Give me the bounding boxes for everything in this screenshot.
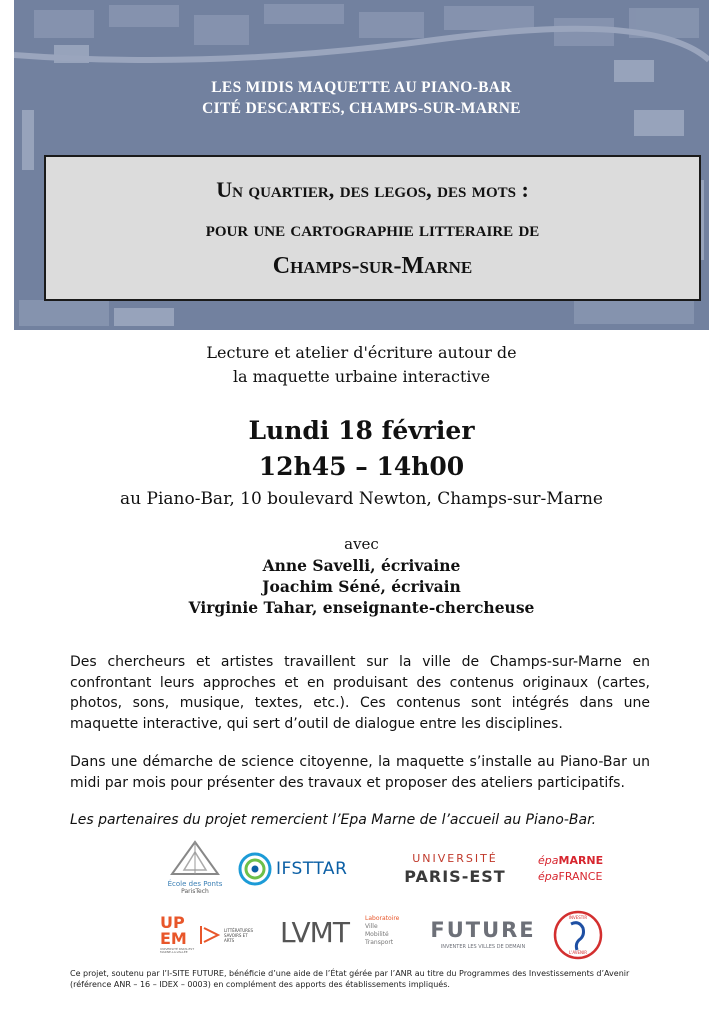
avenir-bottom-text: L'AVENIR (568, 950, 588, 955)
upe-line2: PARIS-EST (404, 867, 506, 886)
footnote-line2: (référence ANR – 16 – IDEX – 0003) en complément des apports des établissements impliqués. (70, 980, 450, 989)
ifsttar-swirl-icon (236, 850, 276, 888)
event-time: 12h45 – 14h00 (258, 452, 465, 481)
subtitle-line2: la maquette urbaine interactive (232, 367, 491, 386)
ponts-subname: ParisTech (181, 888, 209, 895)
upem-arrow-icon (200, 925, 222, 945)
future-text: FUTURE (430, 918, 536, 942)
ifsttar-text: IFSTTAR (276, 859, 348, 879)
lvmt-side-3: Mobilité (365, 931, 389, 938)
main-title-line2: pour une cartographie litteraire de (205, 217, 540, 241)
guest-1: Anne Savelli, écrivaine (262, 556, 461, 575)
upem-em: EM (160, 929, 187, 948)
lvmt-side-2: Ville (365, 923, 378, 930)
lvmt-logo (280, 915, 410, 955)
description-paragraph-2: Dans une démarche de science citoyenne, la maquette s’installe au Piano-Bar un midi par mois pour présenter des travaux et proposer des ateliers participatifs. (70, 754, 650, 791)
funding-footnote (70, 968, 660, 990)
universite-paris-est-logo (385, 852, 525, 888)
guest-2: Joachim Séné, écrivain (262, 577, 461, 596)
description-paragraph-1: Des chercheurs et artistes travaillent sur la ville de Champs-sur-Marne en confrontant leurs approches et en produisant des contenus originaux (cartes, photos, sons, musique, textes, etc.). Ces contenus sont intégrés dans une maquette interactive, qui sert d’outil de dialogue entre les disciplines. (70, 654, 650, 732)
guests-intro: avec (344, 535, 379, 553)
footnote-line1: Ce projet, soutenu par l’I-SITE FUTURE, bénéficie d’une aide de l’État gérée par l’ANR au titre du Programmes des Investissements d’Avenir (70, 969, 630, 978)
avenir-top-text: INVESTIR (568, 915, 588, 920)
event-series-location: CITÉ DESCARTES, CHAMPS-SUR-MARNE (202, 100, 521, 117)
lvmt-side-4: Transport (365, 939, 394, 946)
epa-marne-text: MARNE (558, 854, 604, 867)
ponts-name: École des Ponts (167, 880, 223, 888)
event-series-title: LES MIDIS MAQUETTE AU PIANO-BAR (211, 79, 512, 96)
ifsttar-logo (236, 850, 361, 888)
investir-avenir-logo (553, 910, 603, 960)
event-address: au Piano-Bar, 10 boulevard Newton, Champs-sur-Marne (120, 489, 603, 509)
epa-prefix-1: épa (538, 854, 559, 867)
guest-3: Virginie Tahar, enseignante-chercheuse (188, 598, 535, 617)
event-date: Lundi 18 février (248, 416, 475, 445)
ponts-triangle-icon (160, 840, 230, 876)
future-logo (428, 918, 538, 958)
upem-side-2: SAVOIRS ET (224, 933, 248, 938)
upem-side-1: LITTÉRATURES (224, 928, 254, 933)
subtitle-line1: Lecture et atelier d'écriture autour de (206, 343, 517, 362)
title-box (44, 155, 701, 301)
lvmt-side-1: Laboratoire (365, 915, 400, 922)
main-title-line3: Champs-sur-Marne (272, 253, 473, 279)
hero-photo (14, 0, 709, 330)
main-title-line1: Un quartier, des legos, des mots : (216, 177, 529, 202)
lvmt-text: LVMT (280, 916, 349, 949)
upem-small-text: UNIVERSITÉ PARIS-EST MARNE-LA-VALLÉE (160, 947, 195, 954)
epa-france-text: FRANCE (558, 870, 603, 883)
epa-prefix-2: épa (538, 870, 559, 883)
future-tagline: INVENTER LES VILLES DE DEMAIN (440, 944, 526, 950)
upem-logo (160, 915, 260, 957)
partners-thanks: Les partenaires du projet remercient l’Epa Marne de l’accueil au Piano-Bar. (70, 812, 597, 828)
upe-line1: UNIVERSITÉ (412, 852, 498, 865)
epa-marne-logo (538, 852, 618, 888)
ecole-des-ponts-logo (160, 840, 230, 900)
upem-side-3: ARTS (224, 938, 235, 943)
upem-up: UP (160, 913, 185, 932)
